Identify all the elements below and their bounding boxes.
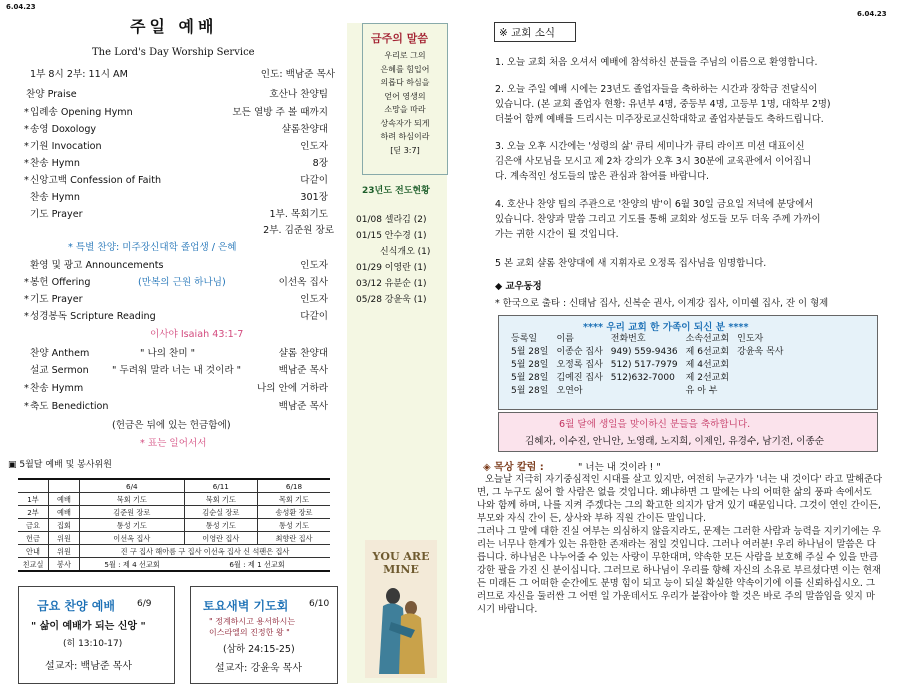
- new-family-box: [498, 315, 878, 410]
- staff-line: * 한국으로 출타 : 신태남 집사, 신복순 권사, 이계강 집사, 이미쉘 집사, 잔 이 형제: [495, 298, 829, 309]
- table-row: [18, 545, 330, 558]
- verse-line: 우리로 그의: [384, 51, 426, 60]
- table-cell: 5월 28일: [511, 386, 549, 396]
- friday-preacher: 설교자: 백남준 목사: [45, 661, 133, 672]
- row-label: 안내: [18, 545, 49, 558]
- order-mark: *: [24, 124, 29, 135]
- saturday-theme-2: 이스라엘의 진정한 왕 ": [209, 628, 290, 637]
- news-title: ※ 교회 소식: [499, 27, 556, 39]
- evangelism-item: 신식개오 (1): [380, 247, 431, 257]
- order-who: 샬롬 찬양대: [278, 348, 328, 359]
- scripture-ref: 이사야 Isaiah 43:1-7: [150, 329, 244, 340]
- order-who: 301장: [300, 192, 328, 203]
- table-cell: 이종순 집사: [556, 347, 603, 357]
- date-left: 6.04.23: [6, 3, 36, 11]
- table-row: [507, 372, 788, 385]
- anthem-title: " 나의 찬미 ": [140, 348, 196, 359]
- worship-subtitle: The Lord's Day Worship Service: [92, 47, 255, 58]
- news-item-4b: 있습니다. 찬양과 말씀 그리고 기도를 통해 교회와 성도들 모두 더욱 주께 가까이: [495, 214, 821, 225]
- row-label: 예배: [49, 493, 80, 506]
- verse-line: 얻어 영생의: [384, 91, 426, 101]
- row-label: 위원: [49, 532, 80, 545]
- order-name: 축도 Benediction: [30, 401, 109, 412]
- weekly-verse-box: [362, 23, 448, 175]
- order-mark: *: [24, 141, 29, 152]
- meditation-paragraph: 오늘날 지극히 자기중심적인 시대를 살고 있지만, 여전히 누군가가 '너는 내 것이다' 라고 말해준다면, 그 누구도 싫어 할 사람은 없을 것입니다. 왜냐하면 그 말에는 나의 어떠한 삶의 풍파 속에서도 나와 함께 하며, 나를 지켜 주겠다는 그의 확고한 의지가 담겨 있기 때문입니다. 그것이 연인 간이든, 부모와 자식 간이 든, 상사와 부하 직원 간이든 말입니다.: [477, 474, 883, 524]
- table-cell: 5월 28일: [511, 347, 549, 357]
- order-mark: *: [24, 311, 29, 322]
- order-name: 기원 Invocation: [30, 141, 102, 152]
- order-who: 다같이: [300, 311, 328, 322]
- table-cell: 통성 기도: [80, 519, 185, 532]
- table-row: [18, 493, 330, 506]
- order-name: 기도 Prayer: [30, 209, 83, 220]
- worship-title: 주일 예배: [130, 17, 218, 36]
- table-cell: 통성 기도: [257, 519, 330, 532]
- saturday-ref: (삼하 24:15-25): [223, 644, 295, 655]
- table-cell: 5월 : 제 4 선교회: [80, 558, 185, 572]
- date-right: 6.04.23: [857, 10, 887, 18]
- table-cell: 오정록 집사: [556, 360, 603, 370]
- book-title-line: MINE: [383, 563, 419, 576]
- order-who: 인도자: [300, 294, 328, 305]
- evangelism-item: 01/15 안수경 (1): [356, 231, 427, 241]
- date-header: 6/4: [80, 479, 185, 493]
- table-cell: 512)632-7000: [610, 373, 675, 383]
- table-cell: 목회 기도: [257, 493, 330, 506]
- book-title-line: YOU ARE: [372, 550, 430, 563]
- order-mark: *: [24, 294, 29, 305]
- row-label: 헌금: [18, 532, 49, 545]
- order-who: 다같이: [300, 175, 328, 186]
- sermon-title: " 두려워 말라 너는 내 것이라 ": [112, 365, 242, 376]
- table-cell: [733, 372, 787, 385]
- row-label: 금요: [18, 519, 49, 532]
- verse-line: 상속자가 되게: [380, 118, 430, 128]
- table-cell: 6월 : 제 1 선교회: [184, 558, 330, 572]
- offering-note: (헌금은 뒤에 있는 헌금함에): [112, 420, 231, 431]
- order-name: 신앙고백 Confession of Faith: [30, 175, 162, 186]
- order-mark: *: [24, 383, 29, 394]
- family-title: **** 우리 교회 한 가족이 되신 분 ****: [583, 322, 749, 333]
- order-who: 이선옥 집사: [278, 277, 328, 288]
- row-label: 집회: [49, 519, 80, 532]
- order-name: 찬송 Hymn: [30, 158, 80, 169]
- table-cell: 5월 28일: [511, 360, 549, 370]
- table-cell: 제 2선교회: [685, 373, 730, 383]
- schedule-title: ▣ 5월달 예배 및 봉사위원: [8, 460, 112, 470]
- worship-times: 1부 8시 2부: 11시 AM: [30, 69, 128, 80]
- table-cell: 묵회 기도: [80, 493, 185, 506]
- row-label: 위원: [49, 545, 80, 558]
- verse-line: 의롭다 하심을: [380, 78, 430, 87]
- evangelism-item: 01/29 이영란 (1): [356, 263, 427, 273]
- table-cell: 묵회 기도: [184, 493, 257, 506]
- order-mark: *: [24, 158, 29, 169]
- table-row: [18, 519, 330, 532]
- table-row: [18, 506, 330, 519]
- order-name: 설교 Sermon: [30, 365, 89, 376]
- news-item-1: 1. 오늘 교회 처음 오셔서 예배에 참석하신 분들을 주님의 이름으로 환영합니다.: [495, 57, 818, 68]
- column-header: 소속선교회: [685, 334, 730, 344]
- order-name: 기도 Prayer: [30, 294, 83, 305]
- friday-title: 금요 찬양 예배: [37, 599, 115, 613]
- order-name: 송영 Doxology: [30, 124, 97, 135]
- table-cell: 제 6선교회: [685, 347, 730, 357]
- prayer-second: 2부. 김준원 장로: [263, 225, 334, 236]
- order-name: 봉헌 Offering: [30, 277, 91, 288]
- book-cover-image: [365, 540, 437, 678]
- saturday-title: 토요새벽 기도회: [203, 599, 289, 613]
- table-cell: 오연아: [556, 386, 583, 396]
- verse-text: [363, 49, 447, 157]
- staff-title: ◆ 교우동정: [495, 281, 542, 292]
- stand-note: * 표는 일어서서: [140, 438, 207, 449]
- order-name: 입례송 Opening Hymn: [30, 107, 133, 118]
- column-header: 등록일: [511, 334, 538, 344]
- meditation-body: [477, 473, 883, 616]
- meditation-headline: " 너는 내 것이라 ! ": [578, 462, 661, 473]
- order-mark: *: [24, 175, 29, 186]
- table-cell: 최향란 집사: [257, 532, 330, 545]
- verse-title: 금주의 말씀: [371, 32, 428, 45]
- order-name: 찬양 Praise: [26, 89, 77, 100]
- table-row: [507, 385, 788, 398]
- table-cell: 진 구 집사 해아름 구 집사 이선옥 집사 신 석팬은 집사: [80, 545, 331, 558]
- table-row: [507, 333, 788, 346]
- table-cell: 5월 28일: [511, 373, 549, 383]
- date-header: 6/18: [257, 479, 330, 493]
- news-item-3c: 다. 계속적인 성도들의 많은 관심과 참여를 바랍니다.: [495, 171, 710, 182]
- table-row: [507, 346, 788, 359]
- news-item-2a: 2. 오늘 주일 예배 시에는 23년도 졸업자들을 축하하는 시간과 장학금 전달식이: [495, 84, 818, 95]
- schedule-table: [18, 478, 330, 572]
- date-header: 6/11: [184, 479, 257, 493]
- worship-leader: 인도: 백남준 목사: [260, 69, 335, 80]
- table-cell: 이선옥 집사: [80, 532, 185, 545]
- row-label: 2부: [18, 506, 49, 519]
- figures-illustration: [371, 582, 431, 676]
- order-mark: *: [24, 277, 29, 288]
- verse-line: 소망을 따라: [384, 105, 426, 114]
- row-label: 친교실: [18, 558, 49, 572]
- order-who: 백남준 목사: [278, 365, 328, 376]
- table-cell: 제 4선교회: [685, 360, 730, 370]
- saturday-theme-1: " 정계하시고 용서하시는: [209, 617, 296, 626]
- table-cell: [607, 385, 682, 398]
- friday-date: 6/9: [137, 599, 152, 609]
- order-who: 백남준 목사: [278, 401, 328, 412]
- row-label: 예배: [49, 506, 80, 519]
- table-cell: [733, 359, 787, 372]
- order-who: 인도자: [300, 260, 328, 271]
- verse-line: 하려 하심이라: [380, 132, 430, 141]
- column-header: 이름: [556, 334, 574, 344]
- table-cell: 통성 기도: [184, 519, 257, 532]
- table-cell: 김순실 장로: [184, 506, 257, 519]
- birthday-title: 6월 달에 생일을 맞이하신 분들을 축하합니다.: [559, 419, 751, 430]
- order-name: 찬송 Hymn: [30, 192, 80, 203]
- order-who: 모든 열방 주 볼 때까지: [232, 107, 328, 118]
- news-title-box: [494, 22, 576, 42]
- evangelism-item: 01/08 셀라김 (2): [356, 215, 427, 225]
- table-cell: 유 아 부: [685, 386, 718, 396]
- table-cell: 송성환 장로: [257, 506, 330, 519]
- order-who: 인도자: [300, 141, 328, 152]
- birthday-box: [498, 412, 878, 452]
- evangelism-title: 23년도 전도현황: [362, 186, 430, 196]
- table-cell: [733, 385, 787, 398]
- evangelism-item: 05/28 강윤욱 (1): [356, 295, 427, 305]
- news-item-3b: 김은애 사모님을 모시고 제 2차 강의가 오후 3시 30분에 교육관에서 이어집니: [495, 156, 812, 167]
- table-row: [18, 479, 330, 493]
- friday-service-box: [18, 586, 175, 684]
- meditation-paragraph: 그러나 그 말에 대한 진실 여부는 의심하지 않을지라도, 문제는 그러한 사람과 능력을 지키기에는 우리는 너무나 한계가 있는 유한한 존재라는 점일 것입니다. 그러나 여러분! 우리 하나님이 말씀은 다릅니다. 하나님은 나누어줄 수 있는 사랑이 무한대며, 약속한 모든 사람을 보호해 주실 수 있을 만큼 강한 팔을 가진 신 분이십니다. 그러므로 하나님이 우리를 향해 자신의 소유로 부르셨다면 이는 현재든 미래든 그 어떠한 순간에도 분명 힘이 되고 능이 되실 확실한 약속이기에 이를 신뢰하십시오. 그러므로 자신을 둘러싼 그 어떤 일 가운데서도 우리가 붙잡아야 할 것은 바로 주의 말씀임을 잊지 마시기 바랍니다.: [477, 526, 881, 615]
- special-anthem: * 특별 찬양: 미주장신대학 졸업생 / 은혜: [68, 242, 237, 253]
- order-who: 호산나 찬양팀: [269, 89, 328, 100]
- news-item-4c: 가는 귀한 시간이 될 것입니다.: [495, 229, 619, 240]
- evangelism-item: 03/12 유분순 (1): [356, 279, 427, 289]
- birthday-names: 김혜자, 이수진, 안니안, 노영래, 노지희, 이제인, 유경수, 남기전, 이종순: [525, 436, 825, 447]
- news-item-2b: 있습니다. (본 교회 졸업자 현황: 유년부 4명, 중등부 4명, 고등부 1명, 대학부 2명): [495, 99, 831, 110]
- news-item-3a: 3. 오늘 오후 시간에는 '성령의 삶' 큐티 세미나가 큐티 라이프 미션 대표이신: [495, 141, 805, 152]
- table-cell: 이영란 집사: [184, 532, 257, 545]
- news-item-2c: 더불어 함께 예배를 드리시는 미주장로교신학대학교 졸업자분들도 축하드립니다.: [495, 114, 824, 125]
- order-name: 찬양 Anthem: [30, 348, 90, 359]
- saturday-date: 6/10: [309, 599, 330, 609]
- order-name: 찬송 Hymm: [30, 383, 84, 394]
- order-who: 1부. 목회기도: [269, 209, 328, 220]
- verse-line: 은혜를 힘입어: [380, 64, 430, 74]
- order-who: 8장: [312, 158, 328, 169]
- friday-theme: " 삶이 예배가 되는 신앙 ": [31, 621, 146, 632]
- table-row: [18, 532, 330, 545]
- order-who: 나의 안에 거하라: [257, 383, 328, 394]
- table-cell: 김준원 장로: [80, 506, 185, 519]
- order-name: 성경봉독 Scripture Reading: [30, 311, 156, 322]
- book-title: [365, 550, 437, 576]
- order-mark: *: [24, 107, 29, 118]
- table-cell: 김예진 집사: [556, 373, 603, 383]
- news-item-5: 5 본 교회 샬롬 찬양대에 새 지휘자로 오정록 집사님을 임명합니다.: [495, 258, 767, 269]
- table-cell: 949) 559-9436: [610, 347, 678, 357]
- table-cell: 512) 517-7979: [610, 360, 678, 370]
- verse-ref: [딛 3:7]: [390, 145, 420, 155]
- order-who: 샬롬찬양대: [281, 124, 328, 135]
- row-label: 1부: [18, 493, 49, 506]
- column-header: 전화번호: [610, 334, 646, 344]
- table-row: [507, 359, 788, 372]
- row-label: 봉사: [49, 558, 80, 572]
- saturday-prayer-box: [190, 586, 338, 684]
- order-name: 환영 및 광고 Announcements: [30, 260, 164, 271]
- table-row: [18, 558, 330, 572]
- saturday-preacher: 설교자: 강윤욱 목사: [215, 663, 303, 674]
- table-cell: 강윤욱 목사: [737, 347, 784, 357]
- family-table: [507, 333, 788, 398]
- news-item-4a: 4. 호산나 찬양 팀의 주관으로 '찬양의 밤'이 6월 30일 금요일 저녁에 분당에서: [495, 199, 814, 210]
- offering-hymn: (만복의 근원 하나님): [138, 277, 226, 288]
- meditation-title: ◈ 목상 칼럼 :: [483, 462, 544, 473]
- friday-ref: (히 13:10-17): [63, 639, 123, 649]
- order-mark: *: [24, 401, 29, 412]
- column-header: 인도자: [737, 334, 764, 344]
